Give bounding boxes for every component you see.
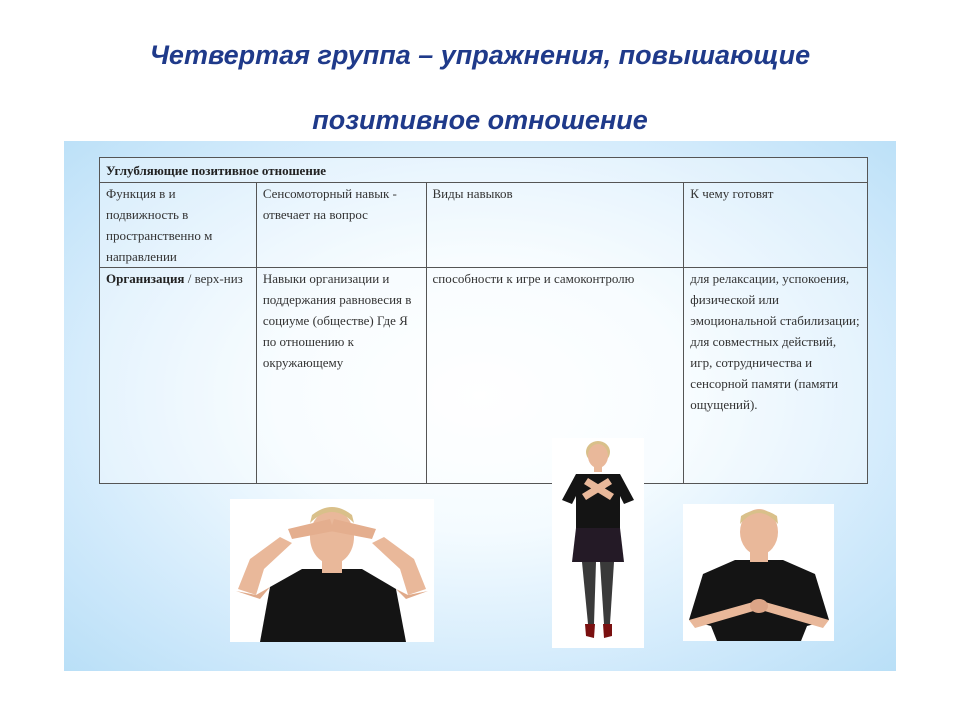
photo-hands-on-forehead	[230, 499, 434, 642]
cell-skill: Навыки организации и поддержания равновесия в социуме (обществе) Где Я по отношению к окружающему	[256, 268, 426, 484]
exercise-table	[99, 157, 868, 484]
header-function: Функция в и подвижность в пространственно м направлении	[100, 183, 257, 268]
header-skill-kinds: Виды навыков	[426, 183, 684, 268]
photo-hands-at-waist	[683, 504, 834, 641]
header-prepares-for: К чему готовят	[684, 183, 868, 268]
slide-title-line-2: позитивное отношение	[312, 105, 648, 135]
cell-kinds: способности к игре и самоконтролю	[426, 268, 684, 484]
table-header-row	[100, 183, 868, 268]
photo-standing-crossed-hands	[552, 438, 644, 648]
slide-title-line-1: Четвертая группа – упражнения, повышающие	[149, 40, 811, 70]
cell-function	[100, 268, 257, 484]
table-title-row	[100, 158, 868, 183]
cell-function-bold: Организация	[106, 271, 185, 286]
cell-function-rest: / верх-низ	[184, 271, 243, 286]
header-sensorimotor-skill: Сенсомоторный навык - отвечает на вопрос	[256, 183, 426, 268]
table-title: Углубляющие позитивное отношение	[100, 158, 868, 183]
cell-prepares: для релаксации, успокоения, физической или эмоциональной стабилизации; для совместных действий, игр, сотрудничества и сенсорной памяти (памяти ощущений).	[684, 268, 868, 484]
table-row	[100, 268, 868, 484]
